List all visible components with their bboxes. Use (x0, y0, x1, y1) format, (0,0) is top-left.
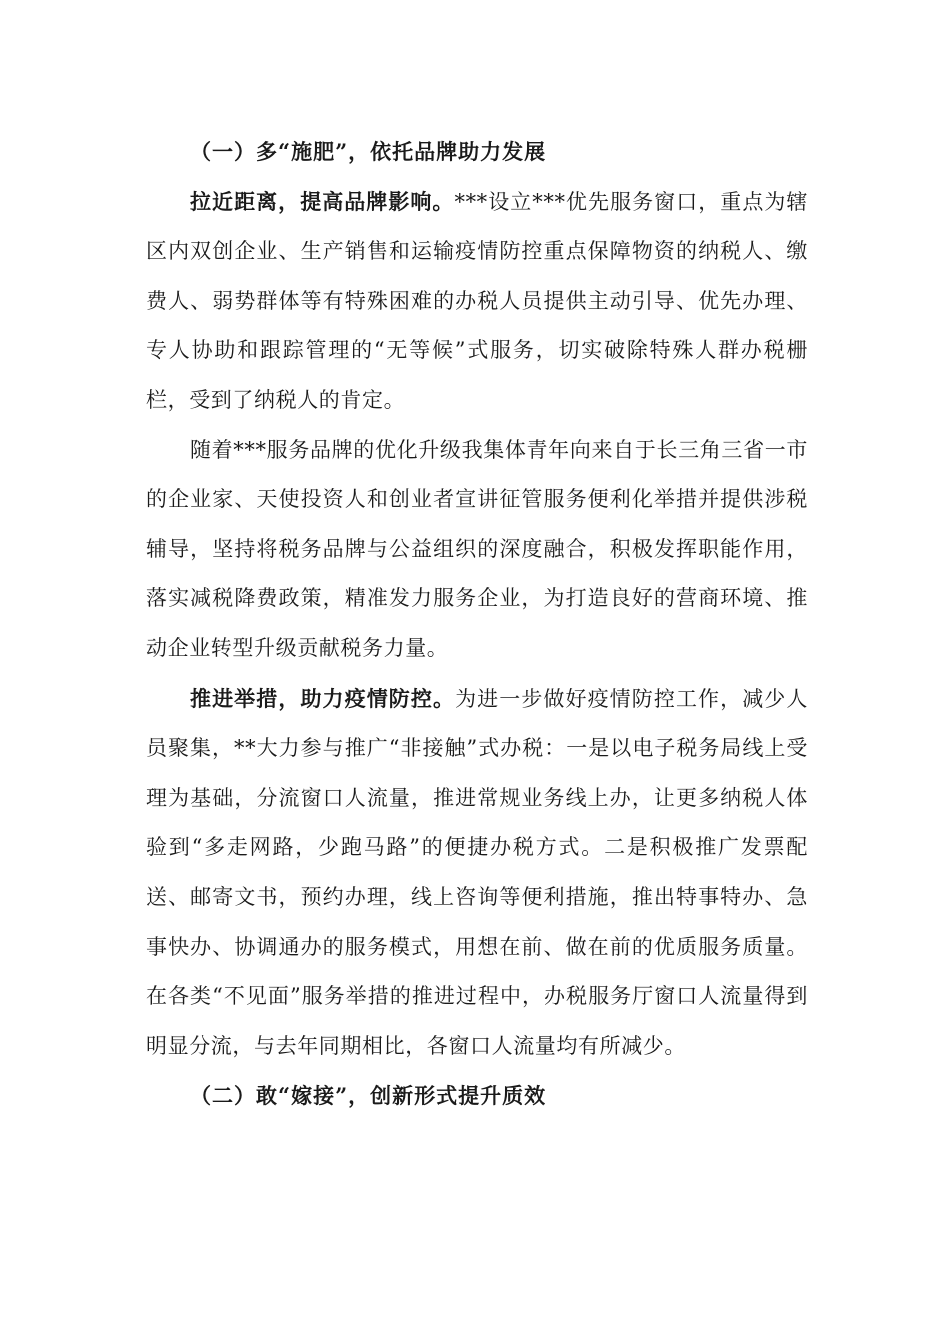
paragraph-text-brand-upgrade: 随着***服务品牌的优化升级我集体青年向来自于长三角三省一市的企业家、天使投资人和创业者宣讲征管服务便利化举措并提供涉税辅导，坚持将税务品牌与公益组织的深度融合，积极发挥职能作用，落实减税降费政策，精准发力服务企业，为打造良好的营商环境、推动企业转型升级贡献税务力量。 (146, 437, 808, 660)
section-heading-1: （一）多“施肥”，依托品牌助力发展 (190, 139, 547, 164)
paragraph-lead-epidemic-control: 推进举措，助力疫情防控。 (190, 685, 456, 711)
document-body (146, 127, 808, 1121)
paragraph-brand-influence (146, 177, 808, 426)
paragraph-text-brand-influence: ***设立***优先服务窗口，重点为辖区内双创企业、生产销售和运输疫情防控重点保障物资的纳税人、缴费人、弱势群体等有特殊困难的办税人员提供主动引导、优先办理、专人协助和跟踪管理的“无等候”式服务，切实破除特殊人群办税栅栏，受到了纳税人的肯定。 (146, 189, 809, 412)
paragraph-text-epidemic-control: 为进一步做好疫情防控工作，减少人员聚集，**大力参与推广“非接触”式办税：一是以电子税务局线上受理为基础，分流窗口人流量，推进常规业务线上办，让更多纳税人体验到“多走网路，少跑马路”的便捷办税方式。二是积极推广发票配送、邮寄文书，预约办理，线上咨询等便利措施，推出特事特办、急事快办、协调通办的服务模式，用想在前、做在前的优质服务质量。在各类“不见面”服务举措的推进过程中，办税服务厅窗口人流量得到明显分流，与去年同期相比，各窗口人流量均有所减少。 (146, 686, 808, 1058)
paragraph-epidemic-control (146, 674, 808, 1072)
paragraph-lead-brand-influence: 拉近距离，提高品牌影响。 (190, 188, 455, 214)
section-heading-2: （二）敢“嫁接”，创新形式提升质效 (190, 1083, 547, 1109)
paragraph-brand-upgrade (146, 426, 808, 674)
